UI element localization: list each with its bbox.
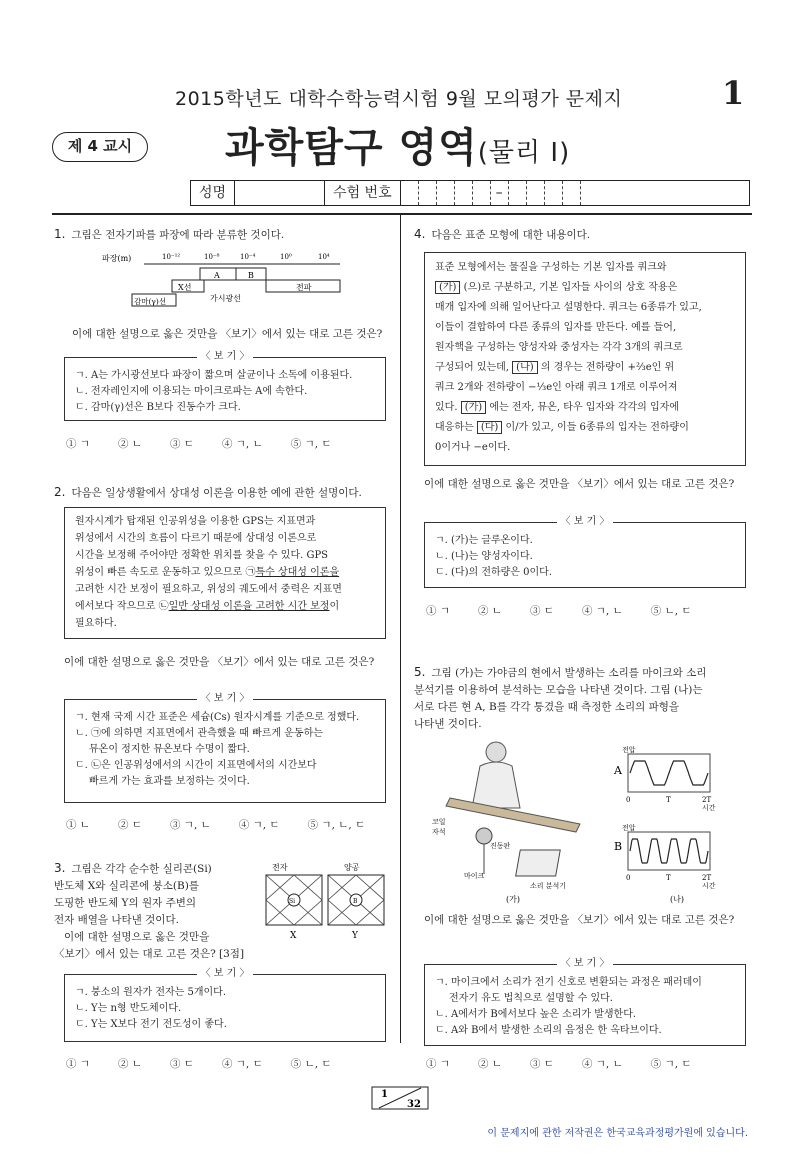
q2-item: ㄷ. ㉡은 인공위성에서의 시간이 지표면에서의 시간보다 <box>75 760 317 771</box>
bogi-title: 〈 보 기 〉 <box>197 968 254 979</box>
passage-line: 이/가 있고, 이들 6종류의 입자는 전하량이 <box>505 422 689 433</box>
q4-bogi <box>424 516 746 588</box>
si-label: Si <box>289 898 296 905</box>
passage-line: 필요하다. <box>75 618 117 629</box>
choice-2[interactable]: ② ㄴ <box>117 1058 142 1070</box>
label-analyzer: 소리 분석기 <box>530 882 567 890</box>
choice-3[interactable]: ③ ㄷ <box>529 1058 554 1070</box>
period-badge: 제 4 교시 <box>52 132 148 162</box>
q5-text: 그림 (가)는 가야금의 현에서 발생하는 소리를 마이크와 소리 <box>431 667 707 679</box>
tick-label: 10⁻⁴ <box>240 253 256 261</box>
q2-bogi <box>64 693 386 803</box>
choice-1[interactable]: ① ㄱ <box>66 438 90 450</box>
choice-5[interactable]: ⑤ ㄱ, ㄷ <box>290 438 332 450</box>
passage-line: 원자핵을 구성하는 양성자와 중성자는 각각 3개의 쿼크로 <box>435 342 683 353</box>
q2-passage <box>64 507 386 639</box>
q5-text: 서로 다른 현 A, B를 각각 퉁겼을 때 측정한 소리의 파형을 <box>414 701 680 713</box>
choice-2[interactable]: ② ㄴ <box>477 1058 502 1070</box>
bogi-title: 〈 보 기 〉 <box>197 693 254 704</box>
band-xray-label: X선 <box>178 283 192 292</box>
q2-text: 다음은 일상생활에서 상대성 이론을 이용한 예에 관한 설명이다. <box>71 487 362 499</box>
q5-figure <box>430 738 740 906</box>
choice-4[interactable]: ④ ㄱ, ㄷ <box>221 1058 263 1070</box>
label-diaphragm: 진동판 <box>490 842 511 850</box>
label-microphone: 마이크 <box>464 872 485 880</box>
q4-stem <box>414 226 590 244</box>
q3-stem <box>54 860 264 963</box>
choice-4[interactable]: ④ ㄱ, ㄴ <box>581 1058 623 1070</box>
label-fig-ga: (가) <box>506 895 520 904</box>
tick-zero: 0 <box>626 796 631 804</box>
passage-line: 위성이 빠른 속도로 운동하고 있으므로 ㉠ <box>75 567 256 578</box>
subject-sub: (물리 I) <box>477 138 571 168</box>
passage-line: (으)로 구분하고, 기본 입자들 사이의 상호 작용은 <box>463 282 678 293</box>
choice-5[interactable]: ⑤ ㄴ, ㄷ <box>290 1058 332 1070</box>
name-field[interactable] <box>235 181 325 205</box>
b-label: B <box>353 898 358 905</box>
q2-item: 뮤온이 정지한 뮤온보다 수명이 짧다. <box>89 744 250 755</box>
label-coil: 코일 <box>432 818 446 826</box>
q3-text: 반도체 X와 실리콘에 붕소(B)를 <box>54 880 199 892</box>
q3-bogi <box>64 968 386 1042</box>
q1-number: 1. <box>54 227 66 241</box>
passage-line: 원자시계가 탑재된 인공위성을 이용한 GPS는 지표면과 <box>75 516 316 527</box>
q5-item: ㄱ. 마이크에서 소리가 전기 신호로 변환되는 과정은 패러데이 <box>435 977 702 988</box>
exam-digit[interactable] <box>419 181 437 205</box>
bogi-title: 〈 보 기 〉 <box>557 516 614 527</box>
q2-ask: 이에 대한 설명으로 옳은 것만을 〈보기〉에서 있는 대로 고른 것은? <box>64 656 375 668</box>
gayageum-player-illustration <box>446 742 580 832</box>
q1-item: ㄷ. 감마(γ)선은 B보다 진동수가 크다. <box>75 402 241 413</box>
band-gamma-label: 감마(γ)선 <box>134 297 167 306</box>
header-rule <box>52 213 752 215</box>
legend-hole: 양공 <box>344 863 360 872</box>
q1-stem <box>54 226 284 244</box>
passage-line: 의 경우는 전하량이 +⅔e인 위 <box>540 362 675 373</box>
q1-item: ㄴ. 전자레인지에 이용되는 마이크로파는 A에 속한다. <box>75 386 308 397</box>
page-indicator <box>371 1086 429 1110</box>
current-page: 1 <box>381 1089 388 1100</box>
q2-item: ㄱ. 현재 국제 시간 표준은 세슘(Cs) 원자시계를 기준으로 정했다. <box>75 712 360 723</box>
q4-item: ㄴ. (나)는 양성자이다. <box>435 551 533 562</box>
bogi-title: 〈 보 기 〉 <box>197 351 254 362</box>
band-b-label: B <box>248 271 254 280</box>
choice-1[interactable]: ① ㄱ <box>66 1058 90 1070</box>
q1-item: ㄱ. A는 가시광선보다 파장이 짧으며 살균이나 소독에 이용된다. <box>75 370 353 381</box>
q2-choices <box>66 817 393 832</box>
q4-item: ㄷ. (다)의 전하량은 0이다. <box>435 567 552 578</box>
page-number: 1 <box>722 74 745 112</box>
choice-3[interactable]: ③ ㄷ <box>169 1058 194 1070</box>
exam-number-label: 수험 번호 <box>325 181 401 205</box>
name-label: 성명 <box>191 181 235 205</box>
q5-number: 5. <box>414 665 426 679</box>
choice-1[interactable]: ① ㄴ <box>66 819 90 831</box>
choice-3[interactable]: ③ ㄱ, ㄴ <box>169 819 211 831</box>
passage-line: 이 <box>329 601 340 612</box>
tick-2t: 2T <box>702 874 712 882</box>
legend-electron: 전자 <box>272 863 288 872</box>
tick-label: 10⁰ <box>280 253 292 261</box>
copyright-notice: 이 문제지에 관한 저작권은 한국교육과정평가원에 있습니다. <box>487 1128 748 1139</box>
passage-line: 에는 전자, 뮤온, 타우 입자와 각각의 입자에 <box>489 402 679 413</box>
choice-1[interactable]: ① ㄱ <box>426 605 450 617</box>
q4-text: 다음은 표준 모형에 대한 내용이다. <box>431 229 591 241</box>
q3-text: 이에 대한 설명으로 옳은 것만을 <box>64 931 210 943</box>
q1-spectrum-figure <box>100 248 360 314</box>
exam-digit[interactable] <box>527 181 545 205</box>
label-voltage-b: 전압 <box>622 824 636 832</box>
q3-choices <box>66 1056 360 1071</box>
band-visible-label: 가시광선 <box>210 294 241 303</box>
band-a-label: A <box>214 271 220 280</box>
tick-t: T <box>666 874 671 882</box>
choice-2[interactable]: ② ㄴ <box>477 605 502 617</box>
passage-line: 시간을 보정해 주어야만 정확한 위치를 찾을 수 있다. GPS <box>75 550 329 561</box>
exam-digit[interactable] <box>455 181 473 205</box>
exam-title: 2015학년도 대학수학능력시험 9월 모의평가 문제지 <box>175 88 623 110</box>
tick-label: 10⁻¹² <box>162 253 181 261</box>
q5-stem <box>414 664 748 733</box>
subject-name: 과학탐구 영역 <box>225 125 478 171</box>
exam-digit[interactable] <box>473 181 491 205</box>
choice-5[interactable]: ⑤ ㄱ, ㄷ <box>650 1058 692 1070</box>
waveform-b <box>630 839 708 863</box>
q4-ask: 이에 대한 설명으로 옳은 것만을 〈보기〉에서 있는 대로 고른 것은? <box>424 478 735 490</box>
q3-number: 3. <box>54 861 66 875</box>
blank-ga: (가) <box>435 281 460 294</box>
choice-5[interactable]: ⑤ ㄴ, ㄷ <box>650 605 692 617</box>
passage-line: 위성에서 시간의 흐름이 다르기 때문에 상대성 이론으로 <box>75 533 317 544</box>
q5-item: ㄴ. A에서가 B에서보다 높은 소리가 발생한다. <box>435 1009 637 1020</box>
tick-label: 10⁻⁸ <box>204 253 220 261</box>
q4-passage <box>424 252 746 466</box>
blank-da: (다) <box>477 421 502 434</box>
blank-na: (나) <box>512 361 537 374</box>
exam-digit[interactable] <box>545 181 563 205</box>
exam-digit[interactable] <box>581 181 599 205</box>
label-y: Y <box>352 931 358 941</box>
column-divider <box>400 213 401 1043</box>
name-exam-box <box>190 180 750 206</box>
q5-ask: 이에 대한 설명으로 옳은 것만을 〈보기〉에서 있는 대로 고른 것은? <box>424 914 735 926</box>
q3-lattice-figure <box>262 860 392 942</box>
q3-text: 〈보기〉에서 있는 대로 고른 것은? [3점] <box>54 948 245 960</box>
q4-item: ㄱ. (가)는 글루온이다. <box>435 535 533 546</box>
q2-number: 2. <box>54 485 66 499</box>
q2-stem <box>54 484 362 502</box>
choice-3[interactable]: ③ ㄷ <box>529 605 554 617</box>
passage-line: 구성되어 있는데, <box>435 362 509 373</box>
tick-zero: 0 <box>626 874 631 882</box>
q5-item: ㄷ. A와 B에서 발생한 소리의 음정은 한 옥타브이다. <box>435 1025 662 1036</box>
q3-text: 도핑한 반도체 Y의 원자 주변의 <box>54 897 196 909</box>
passage-line: 0이거나 −e이다. <box>435 442 511 453</box>
choice-1[interactable]: ① ㄱ <box>426 1058 450 1070</box>
exam-dash: – <box>491 181 509 205</box>
tick-label: 10⁴ <box>318 253 330 261</box>
q1-choices <box>66 436 360 451</box>
tick-t: T <box>666 796 671 804</box>
choice-4[interactable]: ④ ㄱ, ㄴ <box>581 605 623 617</box>
label-string-a: A <box>614 764 622 777</box>
blank-ga: (가) <box>461 401 486 414</box>
choice-4[interactable]: ④ ㄱ, ㄴ <box>221 438 263 450</box>
label-voltage-a: 전압 <box>622 746 636 754</box>
label-time-b: 시간 <box>702 882 716 890</box>
subject-title <box>225 116 570 173</box>
bogi-title: 〈 보 기 〉 <box>557 958 614 969</box>
exam-digit[interactable] <box>563 181 581 205</box>
microphone-icon <box>476 828 492 844</box>
passage-line: 고려한 시간 보정이 필요하고, 위성의 궤도에서 중력은 지표면 <box>75 584 342 595</box>
band-radio-label: 전파 <box>296 283 312 292</box>
q1-ask: 이에 대한 설명으로 옳은 것만을 〈보기〉에서 있는 대로 고른 것은? <box>72 328 383 340</box>
passage-line: 쿼크 2개와 전하량이 −⅓e인 아래 쿼크 1개로 이루어져 <box>435 382 678 393</box>
q3-text: 전자 배열을 나타낸 것이다. <box>54 914 179 926</box>
q4-choices <box>426 603 720 618</box>
underlined-term: 특수 상대성 이론을 <box>255 567 340 578</box>
waveform-a <box>630 761 708 785</box>
label-string-b: B <box>614 840 623 853</box>
choice-5[interactable]: ⑤ ㄱ, ㄴ, ㄷ <box>307 819 366 831</box>
q1-text: 그림은 전자기파를 파장에 따라 분류한 것이다. <box>71 229 285 241</box>
q1-bogi <box>64 351 386 421</box>
underlined-term: 일반 상대성 이론을 고려한 시간 보정 <box>168 601 330 612</box>
q5-item: 전자기 유도 법칙으로 설명할 수 있다. <box>449 993 613 1004</box>
label-fig-na: (나) <box>670 895 684 904</box>
passage-line: 표준 모형에서는 물질을 구성하는 기본 입자를 쿼크와 <box>435 262 667 273</box>
choice-2[interactable]: ② ㄴ <box>117 438 142 450</box>
q5-bogi <box>424 958 746 1046</box>
total-pages: 32 <box>407 1099 421 1110</box>
analyzer-laptop-icon <box>516 850 561 876</box>
q5-text: 나타낸 것이다. <box>414 718 482 730</box>
q3-item: ㄴ. Y는 n형 반도체이다. <box>75 1003 182 1014</box>
label-magnet: 자석 <box>432 828 446 836</box>
passage-line: 이들이 결합하여 다른 종류의 입자를 만든다. 예를 들어, <box>435 322 677 333</box>
passage-line: 매개 입자에 의해 일어난다고 설명한다. 쿼크는 6종류가 있고, <box>435 302 702 313</box>
q4-number: 4. <box>414 227 426 241</box>
passage-line: 에서보다 작으므로 ㉡ <box>75 601 169 612</box>
passage-line: 대응하는 <box>435 422 474 433</box>
q3-text: 그림은 각각 순수한 실리콘(Si) <box>71 863 212 875</box>
passage-line: 있다. <box>435 402 458 413</box>
q3-item: ㄱ. 붕소의 원자가 전자는 5개이다. <box>75 987 227 998</box>
q2-item: ㄴ. ㉠에 의하면 지표면에서 관측했을 때 빠르게 운동하는 <box>75 728 323 739</box>
exam-digit[interactable] <box>509 181 527 205</box>
axis-label: 파장(m) <box>102 254 132 263</box>
choice-4[interactable]: ④ ㄱ, ㄷ <box>238 819 280 831</box>
choice-2[interactable]: ② ㄷ <box>117 819 142 831</box>
choice-3[interactable]: ③ ㄷ <box>169 438 194 450</box>
tick-2t: 2T <box>702 796 712 804</box>
q2-item: 빠르게 가는 효과를 보정하는 것이다. <box>89 776 250 787</box>
exam-digit[interactable] <box>437 181 455 205</box>
q5-text: 분석기를 이용하여 분석하는 모습을 나타낸 것이다. 그림 (나)는 <box>414 684 703 696</box>
label-x: X <box>290 931 297 941</box>
exam-digit[interactable] <box>401 181 419 205</box>
label-time-a: 시간 <box>702 804 716 812</box>
q3-item: ㄷ. Y는 X보다 전기 전도성이 좋다. <box>75 1019 227 1030</box>
q5-choices <box>426 1056 720 1071</box>
